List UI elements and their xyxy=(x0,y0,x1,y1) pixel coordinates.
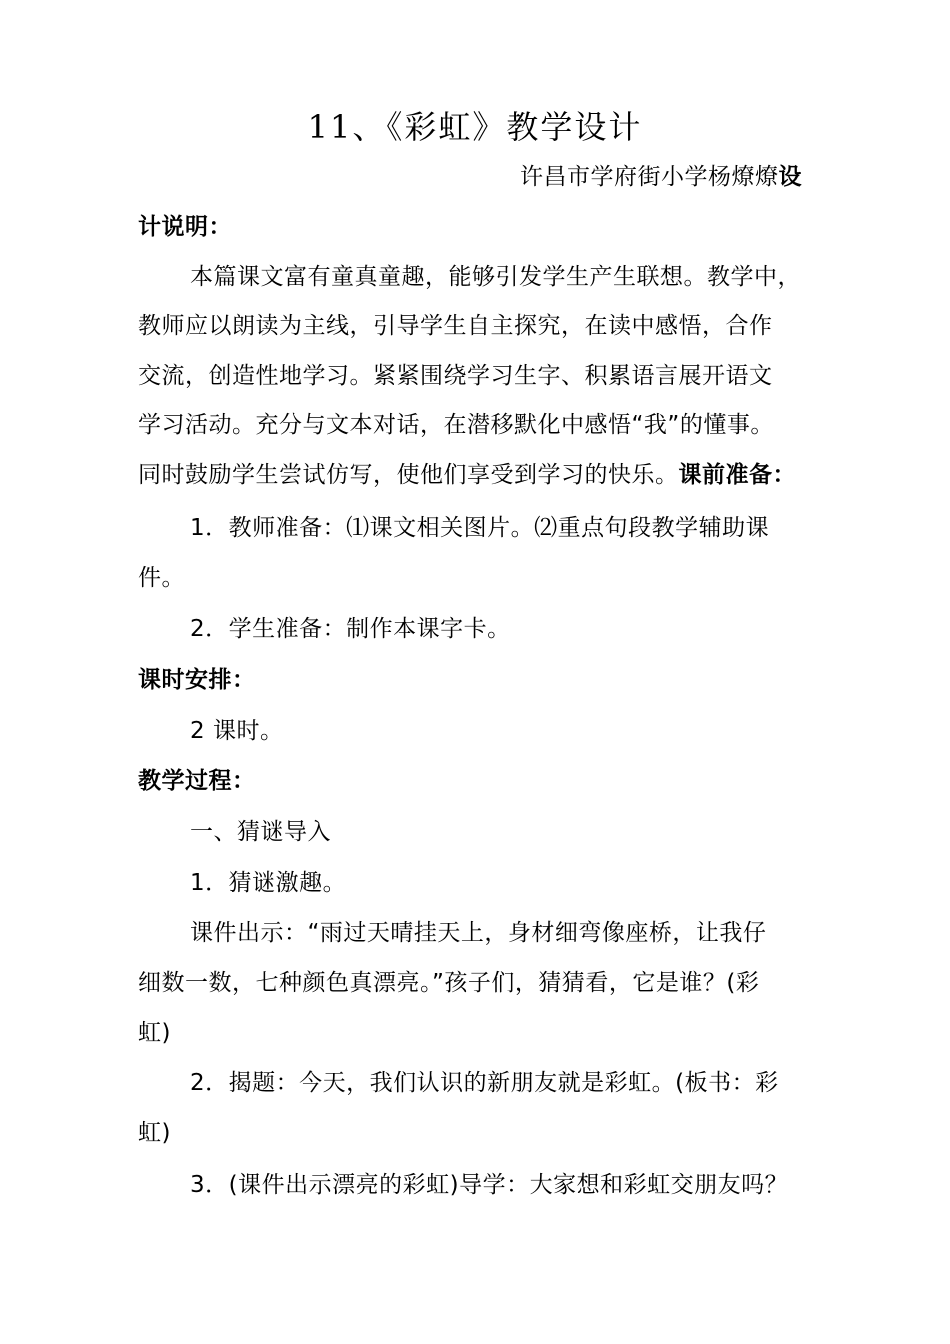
paragraph-line: 本篇课文富有童真童趣，能够引发学生产生联想。教学中， xyxy=(190,264,801,290)
paragraph-text: 同时鼓励学生尝试仿写，使他们享受到学习的快乐。 xyxy=(138,462,679,488)
riddle-line: 虹) xyxy=(138,1020,171,1046)
step-line: 1．猜谜激趣。 xyxy=(190,870,347,896)
heading-schedule: 课时安排： xyxy=(138,667,256,693)
prep-student-line: 2．学生准备：制作本课字卡。 xyxy=(190,616,511,642)
prep-teacher-line: 件。 xyxy=(138,565,185,591)
author-tail: 设 xyxy=(778,164,802,190)
paragraph-line-with-heading xyxy=(138,460,818,490)
document-title: 11、《彩虹》教学设计 xyxy=(307,108,643,146)
step-line: 3．(课件出示漂亮的彩虹)导学：大家想和彩虹交朋友吗？ xyxy=(190,1172,789,1198)
schedule-text: 2 课时。 xyxy=(190,718,284,744)
paragraph-line: 交流，创造性地学习。紧紧围绕学习生字、积累语言展开语文 xyxy=(138,363,773,389)
riddle-line: 课件出示：“雨过天晴挂天上，身材细弯像座桥，让我仔 xyxy=(190,920,767,946)
riddle-line: 细数一数，七种颜色真漂亮。”孩子们，猜猜看，它是谁？(彩 xyxy=(138,970,760,996)
heading-design-notes: 计说明： xyxy=(138,214,232,240)
paragraph-line: 学习活动。充分与文本对话，在潜移默化中感悟“我”的懂事。 xyxy=(138,412,774,438)
heading-process: 教学过程： xyxy=(138,768,256,794)
step-line: 2．揭题：今天，我们认识的新朋友就是彩虹。(板书：彩 xyxy=(190,1070,779,1096)
author-name: 许昌市学府街小学杨燎燎 xyxy=(520,164,779,190)
prep-teacher-line: 1．教师准备：⑴课文相关图片。⑵重点句段教学辅助课 xyxy=(190,515,770,541)
heading-preparation: 课前准备： xyxy=(678,462,796,488)
paragraph-line: 教师应以朗读为主线，引导学生自主探究，在读中感悟，合作 xyxy=(138,313,773,339)
author-line xyxy=(520,162,802,192)
step-line: 虹) xyxy=(138,1120,171,1146)
section-heading: 一、猜谜导入 xyxy=(190,819,331,845)
